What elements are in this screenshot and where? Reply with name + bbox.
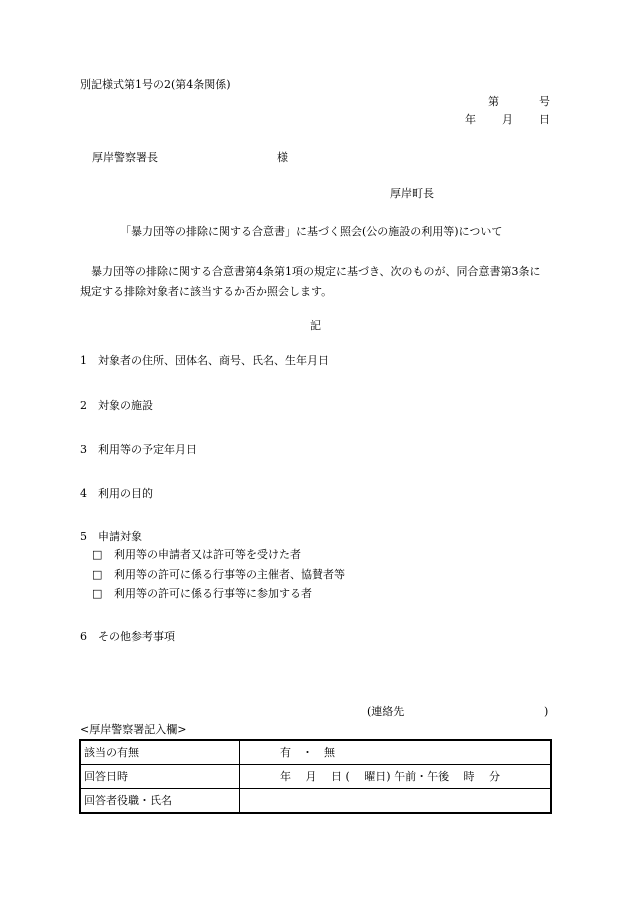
- item-label: 申請対象: [98, 530, 142, 543]
- date-month: 月: [502, 113, 513, 126]
- addressee-name: 厚岸警察署長: [92, 151, 158, 164]
- checkbox-label: 利用等の許可に係る行事等の主催者、協賛者等: [114, 568, 345, 581]
- form-identifier: 別記様式第1号の2(第4条関係): [80, 78, 231, 91]
- date-day: 日: [539, 113, 550, 126]
- applicable-label: 該当の有無: [80, 740, 240, 765]
- item-number: 1: [80, 354, 87, 367]
- contact-close-paren: ): [544, 705, 549, 718]
- checkbox-row[interactable]: [92, 588, 312, 599]
- item-number: 3: [80, 443, 87, 456]
- checkbox-row[interactable]: [92, 549, 301, 560]
- item-label: 利用等の予定年月日: [98, 443, 197, 456]
- table-row: [80, 789, 551, 814]
- number-prefix: 第: [488, 95, 499, 108]
- checkbox-label: 利用等の許可に係る行事等に参加する者: [114, 587, 312, 600]
- number-suffix: 号: [539, 95, 550, 108]
- checkbox-icon[interactable]: □: [92, 587, 103, 600]
- body-paragraph: 暴力団等の排除に関する合意書第4条第1項の規定に基づき、次のものが、同合意書第3条に規定する排除対象者に該当するか否か照会します。: [80, 265, 541, 298]
- item-label: 利用の目的: [98, 487, 153, 500]
- item-label: その他参考事項: [98, 630, 175, 643]
- checkbox-icon[interactable]: □: [92, 568, 103, 581]
- applicable-field[interactable]: 有 ・ 無: [240, 740, 552, 765]
- sender-name: 厚岸町長: [390, 187, 434, 200]
- document-number: [488, 96, 550, 107]
- item-3: [80, 444, 197, 455]
- item-6: [80, 631, 175, 642]
- checkbox-icon[interactable]: □: [92, 548, 103, 561]
- item-label: 対象者の住所、団体名、商号、氏名、生年月日: [98, 354, 329, 367]
- table-row: [80, 765, 551, 789]
- item-1: [80, 355, 329, 366]
- date-year: 年: [465, 113, 476, 126]
- table-row: [80, 740, 551, 765]
- contact-label: (連絡先: [367, 705, 405, 718]
- ki-heading: 記: [310, 319, 321, 332]
- addressee-honorific: 様: [277, 151, 288, 164]
- police-answer-table: [79, 739, 552, 814]
- responder-field[interactable]: [240, 789, 552, 814]
- item-2: [80, 400, 153, 411]
- answer-datetime-label: 回答日時: [80, 765, 240, 789]
- item-number: 6: [80, 630, 87, 643]
- checkbox-row[interactable]: [92, 569, 345, 580]
- answer-datetime-field[interactable]: 年 月 日 ( 曜日) 午前・午後 時 分: [240, 765, 552, 789]
- item-4: [80, 488, 153, 499]
- item-5: [80, 531, 142, 542]
- item-number: 5: [80, 530, 87, 543]
- police-section-heading: <厚岸警察署記入欄>: [80, 723, 187, 736]
- responder-label: 回答者役職・氏名: [80, 789, 240, 814]
- document-subject: 「暴力団等の排除に関する合意書」に基づく照会(公の施設の利用等)について: [120, 225, 503, 238]
- item-number: 4: [80, 487, 87, 500]
- item-label: 対象の施設: [98, 399, 153, 412]
- item-number: 2: [80, 399, 87, 412]
- checkbox-label: 利用等の申請者又は許可等を受けた者: [114, 548, 301, 561]
- document-date: [465, 114, 550, 125]
